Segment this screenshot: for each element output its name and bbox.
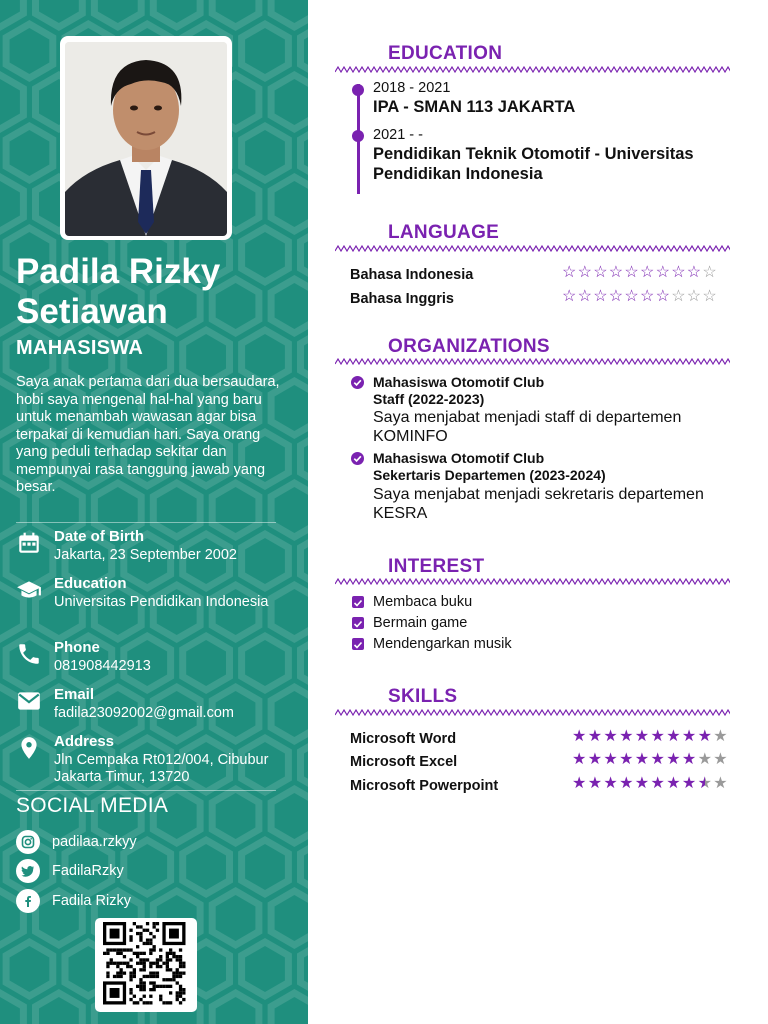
skill-row [350, 751, 730, 776]
org-name: Mahasiswa Otomotif Club [373, 374, 545, 390]
sidebar [0, 0, 308, 1024]
edu-years: 2021 - - [373, 127, 423, 143]
skills-title: SKILLS [388, 686, 458, 707]
org-description: Saya menjabat menjadi sekretaris departemen KESRA [373, 486, 704, 522]
timeline-dot [352, 84, 364, 96]
star-icon: ☆ [655, 288, 670, 305]
star-icon: ☆ [593, 288, 608, 305]
interest-item [352, 594, 652, 612]
skill-name: Microsoft Excel [350, 754, 458, 770]
profile-photo [65, 42, 227, 236]
job-title: MAHASISWA [16, 337, 144, 359]
star-icon: ★ [697, 728, 712, 745]
calendar-icon [16, 530, 42, 556]
star-icon: ★ [713, 728, 728, 745]
name-line-1: Padila Rizky [16, 252, 221, 291]
star-icon: ☆ [640, 288, 655, 305]
star-icon: ☆ [702, 264, 717, 281]
language-row [350, 264, 730, 289]
star-icon: ☆ [562, 288, 577, 305]
star-icon: ★ [634, 728, 650, 745]
edu-school: Pendidikan Teknik Otomotif - Universitas Pendidikan Indonesia [373, 145, 694, 183]
birth-value: Jakarta, 23 September 2002 [54, 547, 237, 563]
star-icon: ★ [619, 775, 634, 792]
checkbox-icon [352, 617, 364, 629]
star-icon: ☆ [686, 264, 702, 281]
name-line-2: Setiawan [16, 292, 168, 331]
twitter-handle[interactable]: FadilaRzky [52, 863, 124, 879]
star-icon: ★ [697, 751, 712, 768]
email-value[interactable]: fadila23092002@gmail.com [54, 705, 234, 721]
interest-label: Bermain game [373, 615, 468, 631]
star-icon: ★ [572, 728, 587, 745]
checkbox-icon [352, 638, 364, 650]
organizations-title: ORGANIZATIONS [388, 336, 550, 357]
star-icon: ★ [697, 775, 712, 792]
birth-label: Date of Birth [54, 528, 144, 545]
star-icon: ★ [634, 751, 650, 768]
star-icon: ☆ [671, 288, 686, 305]
address-label: Address [54, 733, 115, 750]
instagram-handle[interactable]: padilaa.rzkyy [52, 834, 137, 850]
phone-value: 081908442913 [54, 658, 151, 674]
location-pin-icon [16, 735, 42, 761]
skill-name: Microsoft Powerpoint [350, 778, 499, 794]
full-name [16, 252, 220, 332]
email-label: Email [54, 686, 95, 703]
social-media-title: SOCIAL MEDIA [16, 794, 169, 817]
zigzag-divider [335, 708, 730, 718]
divider [16, 790, 276, 791]
star-icon: ★ [681, 775, 697, 792]
star-icon: ★ [650, 728, 665, 745]
interest-item [352, 615, 652, 633]
edu-school: IPA - SMAN 113 JAKARTA [373, 98, 576, 116]
interest-item [352, 636, 652, 654]
facebook-handle[interactable]: Fadila Rizky [52, 893, 131, 909]
facebook-icon [16, 889, 40, 913]
star-icon: ★ [603, 728, 618, 745]
timeline-dot [352, 130, 364, 142]
star-icon: ★ [603, 775, 618, 792]
star-icon: ★ [681, 751, 697, 768]
mail-icon [16, 688, 42, 714]
education-label: Education [54, 575, 127, 592]
star-icon: ★ [603, 751, 618, 768]
org-position: Staff (2022-2023) [373, 391, 485, 407]
star-icon: ☆ [671, 264, 686, 281]
skill-row [350, 728, 730, 753]
star-icon: ★ [666, 728, 681, 745]
zigzag-divider [335, 65, 730, 75]
star-icon: ☆ [624, 264, 639, 281]
org-position: Sekertaris Departemen (2023-2024) [373, 467, 606, 483]
star-icon: ★ [634, 775, 650, 792]
interest-label: Membaca buku [373, 594, 473, 610]
star-icon: ☆ [624, 288, 639, 305]
star-icon: ☆ [608, 264, 624, 281]
star-icon: ★ [572, 751, 587, 768]
education-title: EDUCATION [388, 43, 503, 64]
interest-title: INTEREST [388, 556, 485, 577]
language-name: Bahasa Inggris [350, 291, 454, 307]
star-icon: ★ [619, 751, 634, 768]
star-icon: ★ [713, 751, 728, 768]
social-twitter[interactable] [16, 859, 266, 885]
star-icon: ★ [713, 775, 728, 792]
star-icon: ★ [650, 751, 665, 768]
phone-icon [16, 641, 42, 667]
skill-name: Microsoft Word [350, 731, 457, 747]
star-icon: ☆ [577, 264, 592, 281]
twitter-icon [16, 859, 40, 883]
star-icon: ☆ [640, 264, 655, 281]
divider [16, 522, 276, 523]
star-icon: ☆ [593, 264, 608, 281]
zigzag-divider [335, 244, 730, 254]
star-icon: ☆ [702, 288, 717, 305]
skill-row [350, 775, 730, 800]
language-row [350, 288, 730, 313]
star-icon: ★ [587, 728, 603, 745]
instagram-icon [16, 830, 40, 854]
address-value: Jln Cempaka Rt012/004, Cibubur Jakarta Timur, 13720 [54, 752, 269, 785]
star-icon: ★ [587, 751, 603, 768]
zigzag-divider [335, 577, 730, 587]
graduation-cap-icon [16, 577, 42, 603]
social-facebook[interactable] [16, 889, 266, 915]
language-title: LANGUAGE [388, 222, 500, 243]
star-icon: ★ [666, 775, 681, 792]
zigzag-divider [335, 357, 730, 367]
education-value: Universitas Pendidikan Indonesia [54, 594, 269, 610]
language-name: Bahasa Indonesia [350, 267, 474, 283]
star-icon: ★ [666, 751, 681, 768]
check-circle-icon [351, 376, 364, 389]
star-icon: ★ [681, 728, 697, 745]
star-icon: ☆ [562, 264, 577, 281]
org-description: Saya menjabat menjadi staff di departemen KOMINFO [373, 409, 682, 445]
star-icon: ☆ [655, 264, 670, 281]
phone-label: Phone [54, 639, 100, 656]
org-name: Mahasiswa Otomotif Club [373, 450, 545, 466]
about-text: Saya anak pertama dari dua bersaudara, hobi saya mengenal hal-hal yang baru untuk menambah wawasan agar bisa terpakai di kemudian hari. Saya orang yang peduli terhadap sekitar dan mempunyai rasa tanggung jawab yang besar. [16, 374, 280, 495]
edu-years: 2018 - 2021 [373, 80, 451, 96]
star-icon: ☆ [608, 288, 624, 305]
star-icon: ★ [572, 775, 587, 792]
star-icon: ★ [650, 775, 665, 792]
check-circle-icon [351, 452, 364, 465]
star-icon: ☆ [686, 288, 702, 305]
interest-label: Mendengarkan musik [373, 636, 512, 652]
social-instagram[interactable] [16, 830, 266, 856]
checkbox-icon [352, 596, 364, 608]
star-icon: ★ [619, 728, 634, 745]
star-icon: ★ [587, 775, 603, 792]
star-icon: ☆ [577, 288, 592, 305]
qr-code[interactable] [95, 918, 197, 1012]
